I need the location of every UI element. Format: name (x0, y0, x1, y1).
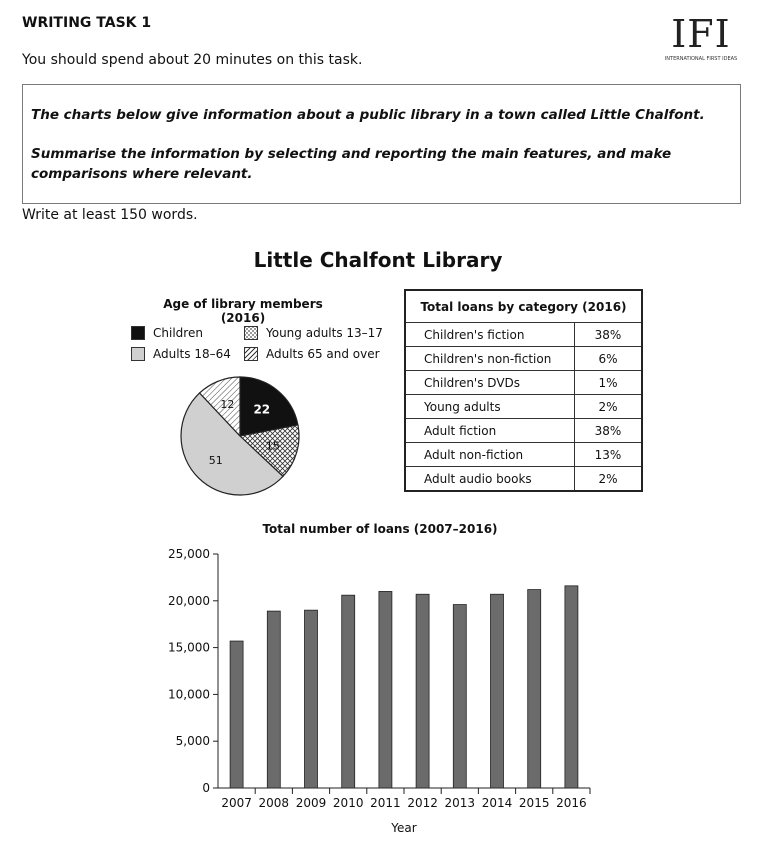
table-cell-category: Children's DVDs (405, 371, 575, 395)
bar-chart (150, 540, 610, 840)
x-tick-label: 2012 (407, 796, 438, 810)
legend-label: Young adults 13–17 (266, 326, 383, 340)
table-row (405, 371, 642, 395)
bar (305, 610, 318, 788)
bar (453, 605, 466, 788)
task-instructions-box (22, 84, 741, 204)
word-limit-note: Write at least 150 words. (22, 207, 198, 223)
table-header-row (405, 290, 642, 323)
x-tick-label: 2014 (481, 796, 513, 810)
table-cell-value: 1% (575, 371, 643, 395)
bar (267, 611, 280, 788)
x-tick-label: 2007 (221, 796, 252, 810)
legend-item-adults (131, 346, 231, 362)
table-row (405, 443, 642, 467)
x-tick-label: 2008 (258, 796, 290, 810)
time-note: You should spend about 20 minutes on this task. (22, 52, 363, 68)
legend-swatch-crosshatch (244, 326, 258, 340)
legend-item-seniors (244, 346, 380, 362)
table-cell-category: Children's non-fiction (405, 347, 575, 371)
y-tick-label: 10,000 (168, 687, 210, 702)
x-tick-label: 2011 (370, 796, 401, 810)
figure-title: Little Chalfont Library (253, 248, 503, 272)
logo-mark: IFI (671, 12, 731, 56)
bar (565, 586, 578, 788)
x-tick-label: 2013 (444, 796, 476, 810)
bar-chart-title: Total number of loans (2007–2016) (262, 522, 498, 536)
table-row (405, 467, 642, 492)
table-cell-category: Young adults (405, 395, 575, 419)
bar (230, 641, 243, 788)
y-tick-label: 5,000 (175, 734, 210, 749)
task-line-1: The charts below give information about a public library in a town called Little Chalfont. (31, 107, 705, 123)
legend-item-children (131, 325, 203, 341)
y-tick-label: 20,000 (168, 593, 210, 608)
table-cell-value: 6% (575, 347, 643, 371)
y-tick-label: 25,000 (168, 547, 210, 561)
table-cell-value: 38% (575, 323, 643, 347)
x-tick-label: 2016 (556, 796, 587, 810)
table-cell-value: 38% (575, 419, 643, 443)
pie-value-label: 12 (220, 398, 235, 412)
table-row (405, 419, 642, 443)
pie-chart-title: Age of library members (2016) (163, 297, 323, 325)
legend-label: Adults 65 and over (266, 347, 380, 361)
x-axis-label: Year (391, 821, 417, 835)
table-row (405, 395, 642, 419)
legend-swatch-hatch (244, 347, 258, 361)
table-cell-value: 13% (575, 443, 643, 467)
pie-chart (170, 366, 310, 506)
pie-value-label: 22 (253, 402, 271, 417)
bar (528, 590, 541, 788)
x-tick-label: 2015 (518, 796, 550, 810)
table-row (405, 347, 642, 371)
legend-swatch-grey (131, 347, 145, 361)
pie-value-label: 15 (265, 439, 280, 453)
table-row (405, 323, 642, 347)
task-heading: WRITING TASK 1 (22, 15, 152, 31)
table-cell-value: 2% (575, 467, 643, 492)
legend-item-young-adults (244, 325, 383, 341)
bar (491, 594, 504, 788)
legend-label: Children (153, 326, 203, 340)
legend-label: Adults 18–64 (153, 347, 231, 361)
y-tick-label: 0 (202, 781, 210, 795)
bar (342, 595, 355, 788)
legend-swatch-black (131, 326, 145, 340)
table-cell-value: 2% (575, 395, 643, 419)
brand-logo (659, 14, 743, 66)
x-tick-label: 2009 (295, 796, 327, 810)
task-line-2: Summarise the information by selecting and reporting the main features, and make comparisons where relevant. (31, 146, 672, 182)
loans-by-category-table (404, 289, 643, 492)
bar (416, 594, 429, 788)
logo-text: INTERNATIONAL FIRST IDEAS (664, 56, 738, 62)
bar (379, 591, 392, 788)
table-cell-category: Children's fiction (405, 323, 575, 347)
table-cell-category: Adult fiction (405, 419, 575, 443)
table-title: Total loans by category (2016) (405, 290, 642, 323)
y-tick-label: 15,000 (168, 640, 210, 655)
loans-table-wrapper (404, 289, 643, 492)
table-cell-category: Adult audio books (405, 467, 575, 492)
pie-value-label: 51 (208, 454, 223, 468)
table-cell-category: Adult non-fiction (405, 443, 575, 467)
x-tick-label: 2010 (332, 796, 364, 810)
